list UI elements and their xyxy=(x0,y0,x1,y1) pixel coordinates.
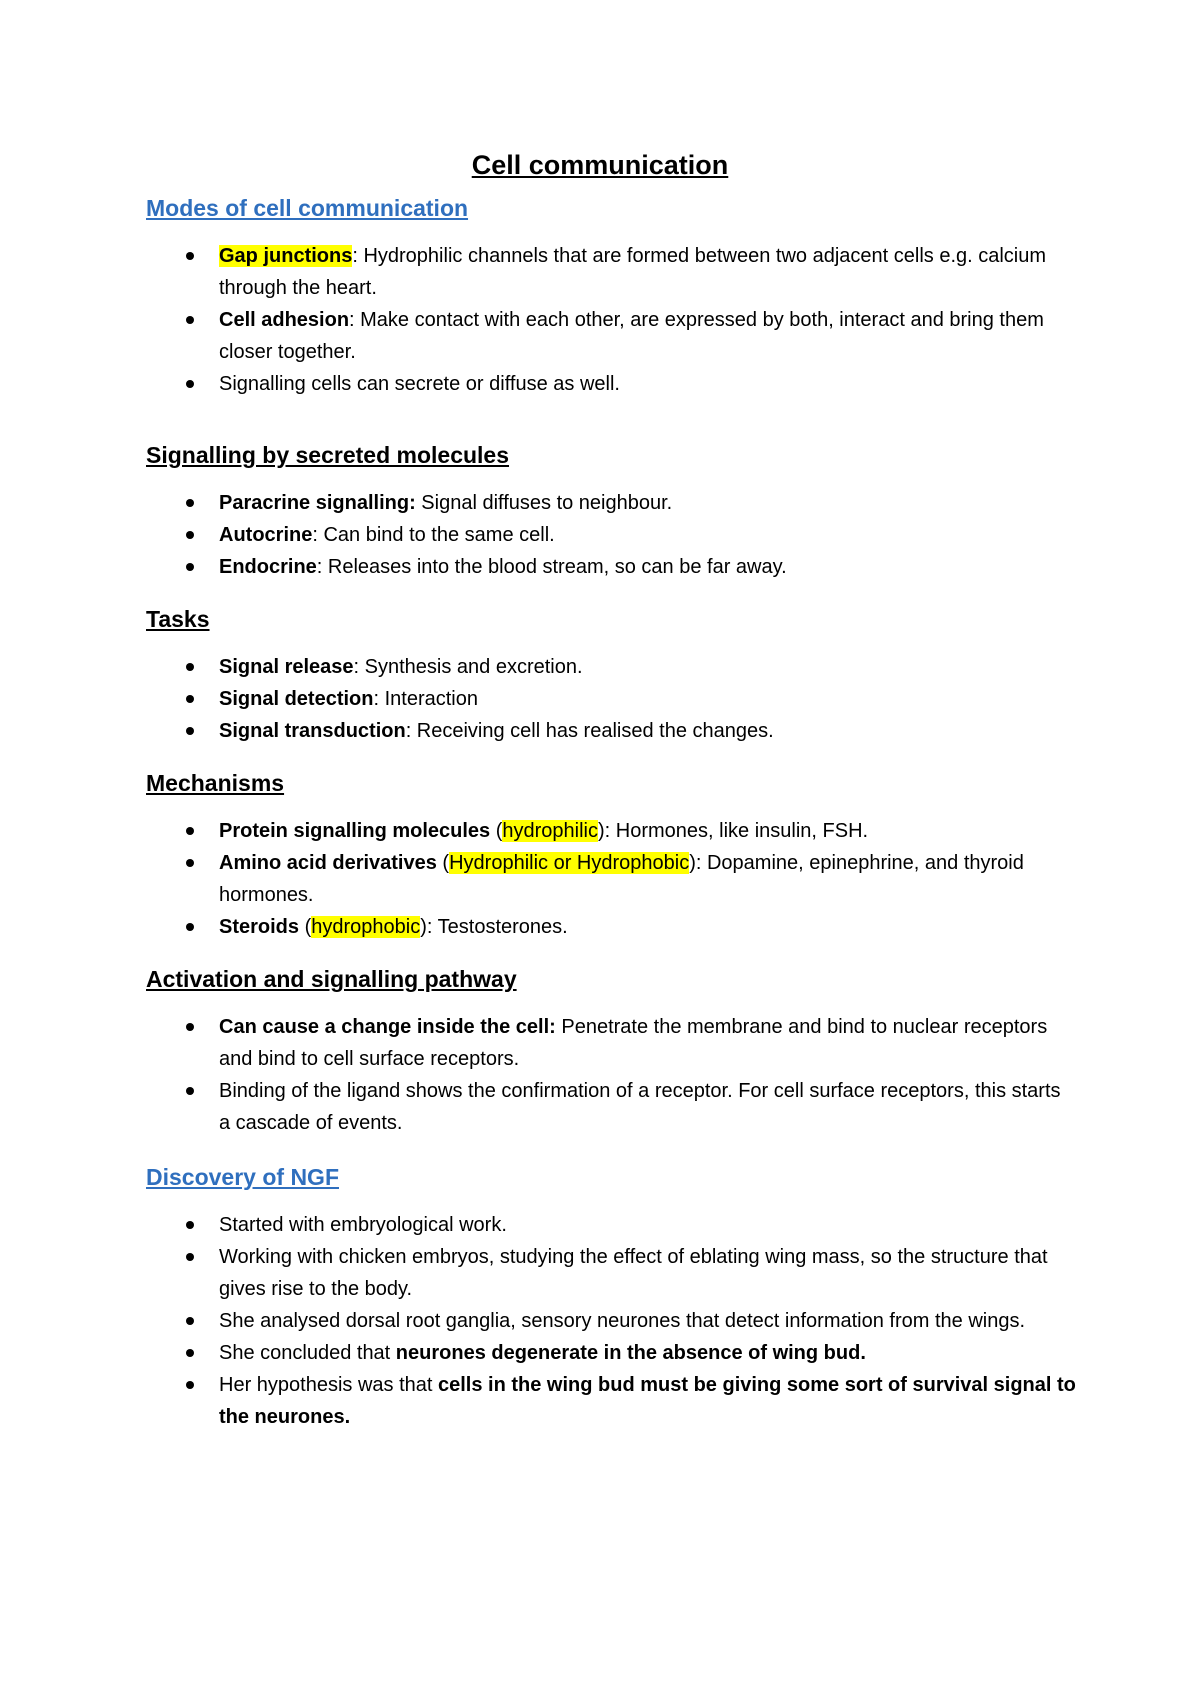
term: Protein signalling molecules xyxy=(219,820,491,842)
term: Autocrine xyxy=(219,524,313,546)
item-text: Binding of the ligand shows the confirmation of a receptor. For cell surface receptors, this starts a cascade of events. xyxy=(219,1080,1061,1134)
term: Cell adhesion xyxy=(219,309,350,331)
paren-close: ): xyxy=(598,820,616,842)
list-item xyxy=(146,551,1076,583)
item-text: : Synthesis and excretion. xyxy=(353,656,583,678)
term: Can cause a change inside the cell: xyxy=(219,1016,556,1038)
item-text: : Interaction xyxy=(373,688,478,710)
term: cells in the wing bud must be giving some sort of survival signal to the neurones. xyxy=(219,1374,1076,1428)
list-modes-of-cell-communication xyxy=(146,240,1076,400)
list-item xyxy=(146,1011,1076,1075)
highlight-text: hydrophobic xyxy=(311,916,421,938)
term: Paracrine signalling: xyxy=(219,492,416,514)
item-text: : Releases into the blood stream, so can be far away. xyxy=(316,556,787,578)
term: Endocrine xyxy=(219,556,317,578)
item-text: Working with chicken embryos, studying the effect of eblating wing mass, so the structure that gives rise to the body. xyxy=(219,1246,1048,1300)
term: Steroids xyxy=(219,916,300,938)
term: Signal release xyxy=(219,656,354,678)
term: Signal transduction xyxy=(219,720,406,742)
paren-open: ( xyxy=(299,916,312,938)
paren-open: ( xyxy=(490,820,503,842)
list-item xyxy=(146,911,1076,943)
list-item xyxy=(146,1305,1076,1337)
list-item xyxy=(146,487,1076,519)
term: Amino acid derivatives xyxy=(219,852,437,874)
heading-discovery-of-ngf: Discovery of NGF xyxy=(146,1164,339,1190)
paren-open: ( xyxy=(436,852,450,874)
list-discovery-of-ngf xyxy=(146,1209,1076,1433)
heading-signalling-by-secreted-molecules: Signalling by secreted molecules xyxy=(146,442,510,468)
page-title: Cell communication xyxy=(471,150,729,180)
list-item xyxy=(146,1241,1076,1305)
term: Signal detection xyxy=(219,688,374,710)
list-item xyxy=(146,683,1076,715)
list-item xyxy=(146,651,1076,683)
list-item xyxy=(146,1075,1076,1139)
list-item xyxy=(146,240,1076,304)
item-text: : Receiving cell has realised the changes. xyxy=(405,720,774,742)
item-text: : Hydrophilic channels that are formed between two adjacent cells e.g. calcium through the heart. xyxy=(219,245,1047,299)
item-text: Testosterones. xyxy=(437,916,568,938)
paren-close: ): xyxy=(689,852,707,874)
paren-close: ): xyxy=(420,916,438,938)
highlight-text: Hydrophilic or Hydrophobic xyxy=(449,852,690,874)
list-item xyxy=(146,847,1076,911)
list-tasks xyxy=(146,651,1076,747)
item-text: Signalling cells can secrete or diffuse as well. xyxy=(219,373,620,395)
heading-mechanisms: Mechanisms xyxy=(146,770,285,796)
heading-modes-of-cell-communication: Modes of cell communication xyxy=(146,195,469,221)
heading-tasks: Tasks xyxy=(146,606,210,632)
item-text: Dopamine, epinephrine, and thyroid hormones. xyxy=(219,852,1024,906)
list-activation-and-signalling-pathway xyxy=(146,1011,1076,1139)
item-text: Started with embryological work. xyxy=(219,1214,507,1236)
item-text: : Make contact with each other, are expressed by both, interact and bring them closer together. xyxy=(219,309,1044,363)
list-item xyxy=(146,1337,1076,1369)
list-signalling-by-secreted-molecules xyxy=(146,487,1076,583)
term-highlighted: Gap junctions xyxy=(219,245,353,267)
item-text: She concluded that xyxy=(219,1342,396,1364)
list-item xyxy=(146,519,1076,551)
item-text: Her hypothesis was that xyxy=(219,1374,438,1396)
heading-activation-and-signalling-pathway: Activation and signalling pathway xyxy=(146,966,517,992)
term: neurones degenerate in the absence of wing bud. xyxy=(395,1342,866,1364)
list-item xyxy=(146,1369,1076,1433)
list-item xyxy=(146,715,1076,747)
list-mechanisms xyxy=(146,815,1076,943)
item-text: : Can bind to the same cell. xyxy=(312,524,555,546)
item-text: Signal diffuses to neighbour. xyxy=(415,492,673,514)
item-text: She analysed dorsal root ganglia, sensory neurones that detect information from the wings. xyxy=(219,1310,1026,1332)
list-item xyxy=(146,815,1076,847)
list-item xyxy=(146,1209,1076,1241)
item-text: Hormones, like insulin, FSH. xyxy=(615,820,869,842)
list-item xyxy=(146,304,1076,368)
list-item xyxy=(146,368,1076,400)
highlight-text: hydrophilic xyxy=(502,820,598,842)
item-text: Penetrate the membrane and bind to nuclear receptors and bind to cell surface receptors. xyxy=(219,1016,1048,1070)
